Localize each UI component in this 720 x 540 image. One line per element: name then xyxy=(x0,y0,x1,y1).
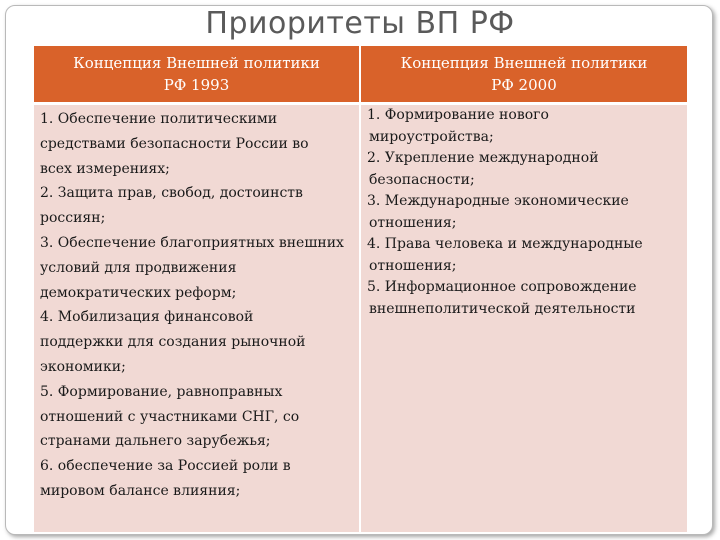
text-line: поддержки для создания рыночной xyxy=(40,334,306,351)
header-line: РФ 2000 xyxy=(491,76,557,94)
priorities-1993-list xyxy=(34,105,359,504)
text-line: отношений с участниками СНГ, со xyxy=(40,408,300,425)
header-line: РФ 1993 xyxy=(163,76,230,94)
header-line: Концепция Внешней политики xyxy=(400,54,648,72)
header-concept-2000 xyxy=(360,46,687,104)
text-line: мировом балансе влияния; xyxy=(40,482,241,499)
table-header-row xyxy=(34,46,687,104)
text-line: 2. Укрепление международной xyxy=(367,150,599,166)
text-line: 2. Защита прав, свобод, достоинств xyxy=(40,185,303,202)
text-line: 6. обеспечение за Россией роли в xyxy=(40,458,291,475)
text-line: 3. Международные экономические xyxy=(367,193,629,209)
comparison-table xyxy=(34,46,687,532)
text-line: отношения; xyxy=(369,214,457,231)
table-row xyxy=(34,104,687,533)
text-line: безопасности; xyxy=(369,171,475,188)
text-line: условий для продвижения xyxy=(40,259,237,276)
text-line: 4. Права человека и международные xyxy=(367,236,643,252)
text-line: 5. Формирование, равноправных xyxy=(40,383,283,400)
slide-title: Приоритеты ВП РФ xyxy=(205,6,515,41)
text-line: 1. Обеспечение политическими xyxy=(40,111,278,127)
header-concept-1993 xyxy=(34,46,360,104)
text-line: демократических реформ; xyxy=(40,284,237,301)
text-line: средствами безопасности России во xyxy=(40,135,309,152)
text-line: внешнеполитической деятельности xyxy=(369,300,636,317)
text-line: 5. Информационное сопровождение xyxy=(367,279,637,295)
text-line: россиян; xyxy=(40,210,106,227)
text-line: 3. Обеспечение благоприятных внешних xyxy=(40,234,344,251)
priorities-2000-cell xyxy=(360,104,687,533)
text-line: 1. Формирование нового xyxy=(367,107,549,123)
text-line: экономики; xyxy=(40,358,126,375)
header-line: Концепция Внешней политики xyxy=(73,54,320,72)
text-line: 4. Мобилизация финансовой xyxy=(40,309,254,326)
text-line: отношения; xyxy=(369,257,457,274)
text-line: всех измерениях; xyxy=(40,160,170,177)
text-line: мироустройства; xyxy=(369,128,494,145)
text-line: странами дальнего зарубежья; xyxy=(40,433,271,450)
priorities-2000-list xyxy=(361,105,687,320)
priorities-1993-cell xyxy=(34,104,360,533)
